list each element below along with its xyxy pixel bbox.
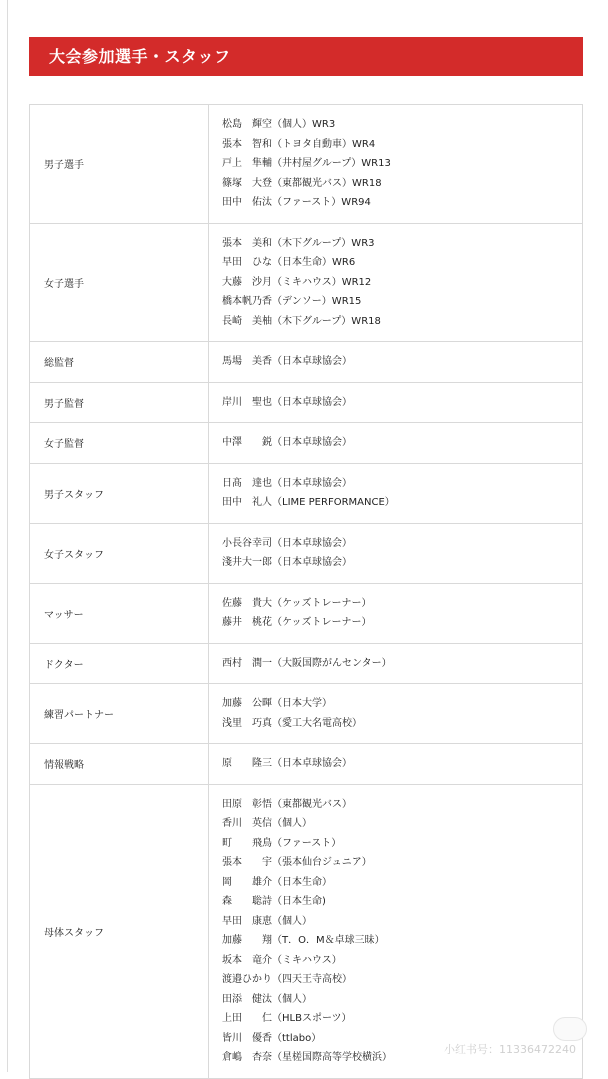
role-label: 男子スタッフ [30, 463, 209, 523]
role-label: 女子スタッフ [30, 523, 209, 583]
table-row [30, 382, 583, 423]
member-entry: 戸上 隼輔（井村屋グループ）WR13 [222, 158, 391, 169]
table-row [30, 342, 583, 383]
role-label: 母体スタッフ [30, 784, 209, 1078]
table-row [30, 463, 583, 523]
role-label: 情報戦略 [30, 744, 209, 785]
member-entry: 田中 佑汰（ファースト）WR94 [222, 197, 371, 208]
member-entry: 篠塚 大登（東都観光バス）WR18 [222, 177, 382, 189]
table-row [30, 744, 583, 785]
roster-table [29, 104, 583, 1079]
role-label: 総監督 [30, 342, 209, 383]
member-entry: 香川 英信（個人） [222, 818, 312, 829]
member-entry: 張本 宇（張本仙台ジュニア） [222, 857, 372, 868]
section-title-bar [29, 37, 583, 76]
member-entry: 長崎 美柚（木下グループ）WR18 [222, 315, 381, 327]
member-entry: 倉嶋 杏奈（星槎国際高等学校横浜） [222, 1052, 392, 1063]
member-entry: 橋本帆乃香（デンソー）WR15 [222, 296, 362, 307]
member-list [209, 342, 583, 383]
member-entry: 坂本 竜介（ミキハウス） [222, 954, 342, 966]
member-entry: 加藤 翔（T．O．M＆卓球三昧） [222, 935, 385, 946]
role-label: 男子選手 [30, 105, 209, 224]
member-entry: 田中 礼人（LIME PERFORMANCE） [222, 497, 395, 508]
table-row [30, 523, 583, 583]
member-entry: 浅里 巧真（愛工大名電高校） [222, 717, 362, 729]
member-entry: 藤井 桃花（ケッズトレーナー） [222, 617, 372, 628]
member-entry: 早田 ひな（日本生命）WR6 [222, 257, 356, 268]
member-entry: 松島 輝空（個人）WR3 [222, 119, 336, 130]
member-list [209, 583, 583, 643]
member-entry: 日髙 達也（日本卓球協会） [222, 477, 352, 489]
member-entry: 早田 康恵（個人） [222, 915, 312, 927]
member-entry: 張本 智和（トヨタ自動車）WR4 [222, 138, 376, 150]
member-entry: 森 聡詩（日本生命) [222, 896, 326, 907]
member-entry: 大藤 沙月（ミキハウス）WR12 [222, 276, 372, 288]
table-row [30, 643, 583, 684]
member-entry: 田原 彰悟（東都観光バス） [222, 798, 352, 810]
section-title: 大会参加選手・スタッフ [49, 47, 231, 66]
role-label: 男子監督 [30, 382, 209, 423]
left-border-line [7, 0, 8, 1072]
role-label: ドクター [30, 643, 209, 684]
member-list [209, 784, 583, 1078]
member-list [209, 423, 583, 464]
member-entry: 皆川 優香（ttlabo） [222, 1032, 322, 1044]
member-list [209, 105, 583, 224]
member-list [209, 382, 583, 423]
table-row [30, 583, 583, 643]
watermark-text: 小红书号：11336472240 [444, 1043, 576, 1056]
member-entry: 上田 仁（HLBスポーツ） [222, 1013, 352, 1024]
member-entry: 田添 健汰（個人） [222, 993, 312, 1005]
member-entry: 張本 美和（木下グループ）WR3 [222, 237, 375, 249]
role-label: マッサー [30, 583, 209, 643]
member-entry: 原 隆三（日本卓球協会） [222, 758, 352, 769]
member-entry: 淺井大一郎（日本卓球協会） [222, 557, 352, 568]
member-list [209, 744, 583, 785]
member-entry: 佐藤 貴大（ケッズトレーナー） [222, 597, 372, 609]
member-list [209, 463, 583, 523]
table-row [30, 223, 583, 342]
member-entry: 小長谷幸司（日本卓球協会） [222, 537, 352, 549]
table-row [30, 423, 583, 464]
member-list [209, 223, 583, 342]
table-row [30, 684, 583, 744]
member-entry: 岸川 聖也（日本卓球協会） [222, 396, 352, 408]
watermark-logo [553, 1017, 587, 1041]
table-row [30, 105, 583, 224]
member-entry: 加藤 公暉（日本大学） [222, 698, 332, 709]
member-list [209, 523, 583, 583]
role-label: 女子監督 [30, 423, 209, 464]
member-list [209, 643, 583, 684]
member-entry: 渡邉ひかり（四天王寺高校） [222, 974, 352, 985]
role-label: 女子選手 [30, 223, 209, 342]
role-label: 練習パートナー [30, 684, 209, 744]
member-entry: 中澤 鋭（日本卓球協会） [222, 437, 352, 448]
member-entry: 馬場 美香（日本卓球協会） [222, 356, 352, 367]
member-entry: 町 飛鳥（ファースト） [222, 837, 342, 849]
table-row [30, 784, 583, 1078]
member-entry: 西村 潤一（大阪国際がんセンター） [222, 657, 392, 669]
member-entry: 岡 雄介（日本生命） [222, 876, 332, 888]
member-list [209, 684, 583, 744]
